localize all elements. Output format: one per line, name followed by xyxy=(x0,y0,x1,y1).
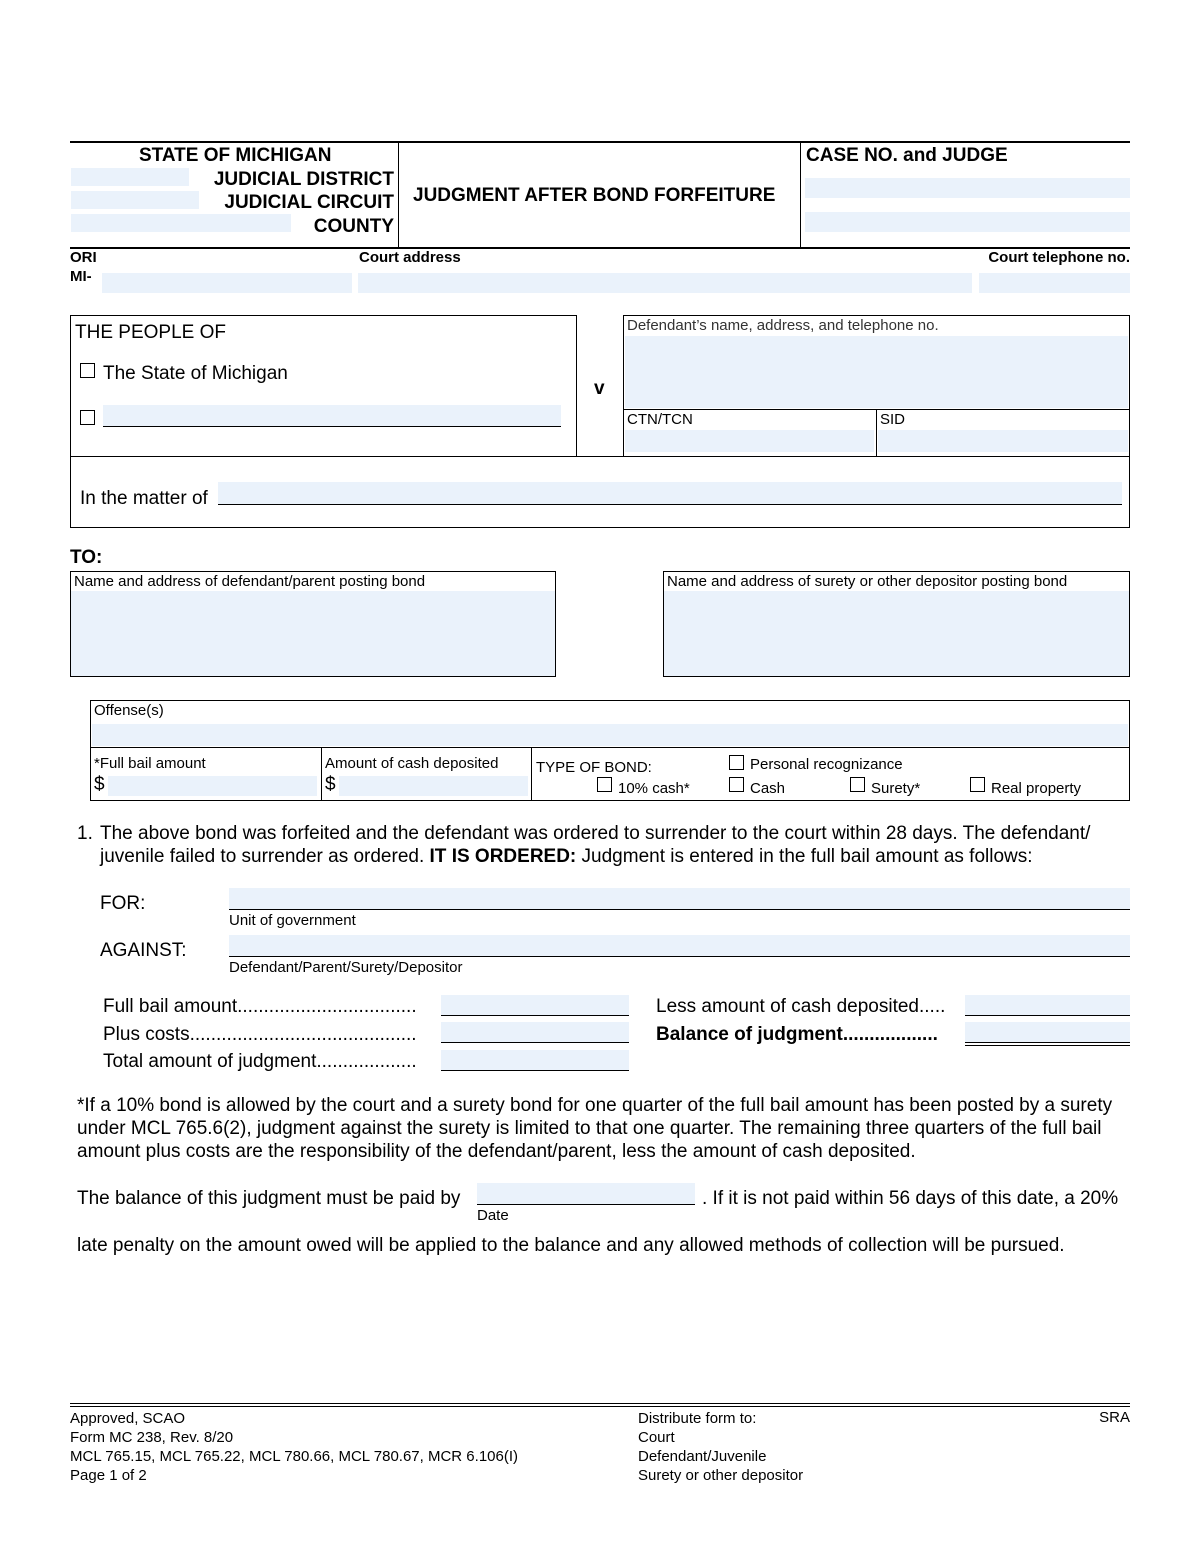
sid-label: SID xyxy=(880,411,906,428)
order-line-2-text: juvenile failed to surrender as ordered. xyxy=(100,846,425,867)
page-number: Page 1 of 2 xyxy=(70,1467,147,1484)
judge-input[interactable] xyxy=(805,212,1130,232)
distribute-defendant: Defendant/Juvenile xyxy=(638,1448,767,1465)
plus-costs-input[interactable] xyxy=(441,1022,629,1042)
offenses-input[interactable] xyxy=(92,724,1128,746)
total-judgment-input[interactable] xyxy=(441,1050,629,1070)
ctn-sid-divider xyxy=(876,409,877,457)
ori-input[interactable] xyxy=(102,273,352,293)
state-checkbox[interactable] xyxy=(80,363,95,378)
personal-recognizance-checkbox[interactable] xyxy=(729,755,744,770)
bond-type-label: TYPE OF BOND: xyxy=(536,759,652,776)
payment-date-input[interactable] xyxy=(477,1183,695,1204)
full-bail-amount-input[interactable] xyxy=(441,995,629,1015)
surety-option-label: Surety* xyxy=(871,780,921,797)
other-people-input[interactable] xyxy=(103,405,561,426)
header-divider-right xyxy=(800,141,801,248)
footnote-line-3: amount plus costs are the responsibility of the defendant/parent, less the amount of cash deposited. xyxy=(77,1141,916,1162)
item-number: 1. xyxy=(77,823,93,844)
bond-row-rule xyxy=(90,747,1130,748)
circuit-input[interactable] xyxy=(71,191,199,209)
bond-col-rule-2 xyxy=(531,747,532,801)
bond-col-rule-1 xyxy=(321,747,322,801)
full-bail-label: *Full bail amount xyxy=(94,755,206,772)
matter-label: In the matter of xyxy=(80,488,208,509)
state-option-label: The State of Michigan xyxy=(103,363,288,384)
footer-distribution xyxy=(638,1409,803,1485)
balance-underline-1 xyxy=(965,1042,1130,1043)
ten-percent-label: 10% cash* xyxy=(618,780,690,797)
against-caption: Defendant/Parent/Surety/Depositor xyxy=(229,959,463,976)
order-line-2 xyxy=(100,846,1033,868)
cash-deposited-input[interactable] xyxy=(339,776,528,796)
ori-label: ORI xyxy=(70,249,97,266)
county-input[interactable] xyxy=(71,214,291,232)
footer-left xyxy=(70,1409,518,1485)
court-phone-label: Court telephone no. xyxy=(988,249,1130,266)
surety-input[interactable] xyxy=(664,591,1129,676)
approved-text: Approved, SCAO xyxy=(70,1410,186,1427)
payment-text-post: . If it is not paid within 56 days of this date, a 20% xyxy=(702,1188,1119,1209)
case-label: CASE NO. and JUDGE xyxy=(806,145,1008,166)
cash-checkbox[interactable] xyxy=(729,777,744,792)
defendant-input[interactable] xyxy=(625,336,1128,408)
real-property-label: Real property xyxy=(991,780,1082,797)
personal-recognizance-label: Personal recognizance xyxy=(750,756,903,773)
people-of-label: THE PEOPLE OF xyxy=(75,322,226,343)
header-bottom-rule xyxy=(70,247,1130,249)
balance-label: Balance of judgment.................. xyxy=(656,1024,938,1045)
balance-input[interactable] xyxy=(965,1022,1130,1042)
sid-input[interactable] xyxy=(878,430,1128,452)
matter-underline xyxy=(218,504,1122,505)
total-judgment-underline xyxy=(441,1070,629,1071)
plus-costs-underline xyxy=(441,1042,629,1043)
ctn-input[interactable] xyxy=(625,430,874,452)
district-label: JUDICIAL DISTRICT xyxy=(213,169,394,190)
state-heading: STATE OF MICHIGAN xyxy=(139,145,332,166)
surety-label: Name and address of surety or other depositor posting bond xyxy=(667,573,1068,590)
header-divider-left xyxy=(398,141,399,248)
against-label: AGAINST: xyxy=(100,940,187,961)
plus-costs-label: Plus costs........................................... xyxy=(103,1024,417,1045)
less-cash-label: Less amount of cash deposited..... xyxy=(656,996,946,1017)
circuit-label: JUDICIAL CIRCUIT xyxy=(224,192,394,213)
order-line-2-rest: Judgment is entered in the full bail amount as follows: xyxy=(581,846,1033,867)
header-top-rule xyxy=(70,141,1130,143)
real-property-checkbox[interactable] xyxy=(970,777,985,792)
mcl-references: MCL 765.15, MCL 765.22, MCL 780.66, MCL 780.67, MCR 6.106(I) xyxy=(70,1448,519,1465)
matter-input[interactable] xyxy=(218,482,1122,504)
to-label: TO: xyxy=(70,547,103,568)
footer-rule-1 xyxy=(70,1403,1130,1404)
court-phone-input[interactable] xyxy=(979,273,1130,293)
payment-date-underline xyxy=(477,1204,695,1205)
less-cash-underline xyxy=(965,1015,1130,1016)
cash-label: Cash xyxy=(750,780,786,797)
defendant-bond-label: Name and address of defendant/parent posting bond xyxy=(74,573,426,590)
footer-rule-2 xyxy=(70,1406,1130,1407)
county-label: COUNTY xyxy=(313,216,394,237)
other-people-checkbox[interactable] xyxy=(80,410,95,425)
for-input[interactable] xyxy=(229,888,1130,909)
distribute-surety: Surety or other depositor xyxy=(638,1467,804,1484)
for-caption: Unit of government xyxy=(229,912,356,929)
full-bail-amount-label: Full bail amount.................................. xyxy=(103,996,417,1017)
form-number: Form MC 238, Rev. 8/20 xyxy=(70,1429,234,1446)
mi-label: MI- xyxy=(70,268,92,285)
offenses-label: Offense(s) xyxy=(94,702,164,719)
full-bail-input[interactable] xyxy=(108,776,317,796)
versus-label: v xyxy=(594,378,605,399)
court-address-input[interactable] xyxy=(358,273,972,293)
case-number-input[interactable] xyxy=(805,178,1130,198)
less-cash-input[interactable] xyxy=(965,995,1130,1015)
court-address-label: Court address xyxy=(359,249,461,266)
order-line-1: The above bond was forfeited and the defendant was ordered to surrender to the court within 28 days. The defendant/ xyxy=(100,823,1091,844)
against-underline xyxy=(229,956,1130,957)
footnote-line-2: under MCL 765.6(2), judgment against the surety is limited to that one quarter. The remaining three quarters of the full bail xyxy=(77,1118,1102,1139)
distribute-label: Distribute form to: xyxy=(638,1410,757,1427)
cash-deposited-dollar: $ xyxy=(325,774,336,795)
sra-label: SRA xyxy=(1099,1409,1130,1426)
district-input[interactable] xyxy=(71,168,189,186)
payment-line-2: late penalty on the amount owed will be applied to the balance and any allowed methods of collection will be pursued. xyxy=(77,1235,1065,1256)
defendant-label: Defendant’s name, address, and telephone no. xyxy=(627,317,939,334)
payment-date-caption: Date xyxy=(477,1207,509,1224)
balance-underline-2 xyxy=(965,1045,1130,1046)
payment-text-pre: The balance of this judgment must be paid by xyxy=(77,1188,461,1209)
against-input[interactable] xyxy=(229,935,1130,956)
full-bail-dollar: $ xyxy=(94,774,105,795)
for-label: FOR: xyxy=(100,893,146,914)
surety-checkbox[interactable] xyxy=(850,777,865,792)
total-judgment-label: Total amount of judgment................... xyxy=(103,1051,417,1072)
it-is-ordered: IT IS ORDERED: xyxy=(429,846,577,867)
defendant-bond-input[interactable] xyxy=(71,591,555,676)
for-underline xyxy=(229,909,1130,910)
cash-deposited-label: Amount of cash deposited xyxy=(325,755,499,772)
ctn-label: CTN/TCN xyxy=(627,411,693,428)
other-people-underline xyxy=(103,426,561,427)
footnote-line-1: *If a 10% bond is allowed by the court and a surety bond for one quarter of the full bail amount has been posted by a surety xyxy=(77,1095,1113,1116)
ten-percent-checkbox[interactable] xyxy=(597,777,612,792)
full-bail-amount-underline xyxy=(441,1015,629,1016)
distribute-court: Court xyxy=(638,1429,675,1446)
form-title: JUDGMENT AFTER BOND FORFEITURE xyxy=(413,185,776,206)
